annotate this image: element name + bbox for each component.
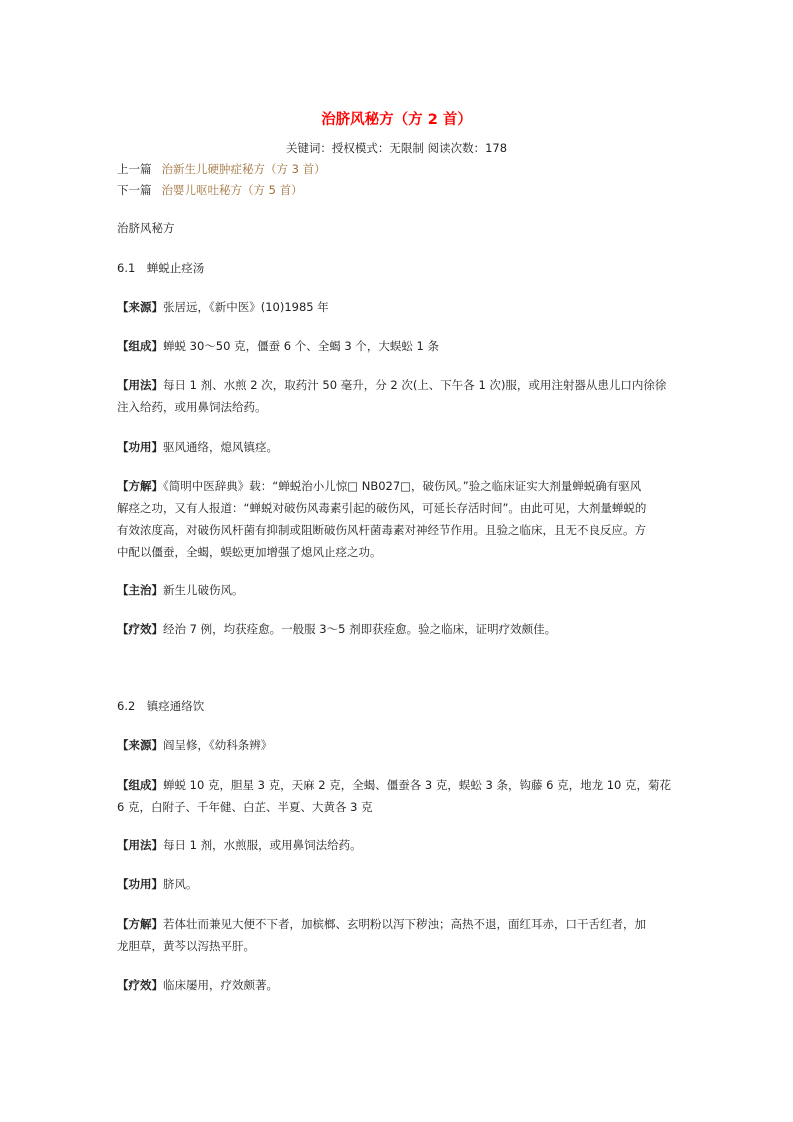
line-text: 每日 1 剂，水煎服，或用鼻饲法给药。 [163, 838, 362, 852]
line-text: 阎呈修，《幼科条辨》 [163, 738, 273, 752]
line-text: 驱风通络，熄风镇痉。 [163, 440, 278, 454]
section-label: 【来源】 [117, 738, 163, 752]
line-text: 治脐风秘方 [117, 221, 175, 235]
prev-label: 上一篇 [117, 162, 152, 176]
article-meta: 关键词：授权模式：无限制 阅读次数：178 [285, 141, 508, 155]
paragraph [117, 618, 677, 640]
paragraph-line [117, 541, 677, 563]
line-text: 中配以僵蚕，全蝎，蜈蚣更加增强了熄风止痉之功。 [117, 545, 382, 559]
paragraph-line [117, 296, 677, 318]
line-text: 张居远，《新中医》(10)1985 年 [163, 300, 329, 314]
paragraph [117, 475, 677, 563]
paragraph-line [117, 695, 677, 717]
line-text: 6.2 镇痉通络饮 [117, 699, 205, 713]
line-text: 《简明中医辞典》载：“蝉蜕治小儿惊□ NB027□，破伤风。”验之临床证实大剂量蝉蜕确有驱风 [163, 479, 642, 493]
line-text: 解痉之功，又有人报道：“蝉蜕对破伤风毒素引起的破伤风，可延长存活时间”。由此可见，大剂量蝉蜕的 [117, 501, 647, 515]
paragraph [117, 436, 677, 458]
section-label: 【用法】 [117, 378, 163, 392]
section-label: 【用法】 [117, 838, 163, 852]
line-text: 新生儿破伤风。 [163, 583, 244, 597]
paragraph-line [117, 873, 677, 895]
line-text: 若体壮而兼见大便不下者，加槟榔、玄明粉以泻下秽浊；高热不退，面红耳赤，口干舌红者，加 [163, 917, 646, 931]
paragraph-line [117, 734, 677, 756]
section-label: 【组成】 [117, 339, 163, 353]
paragraph-line [117, 519, 677, 541]
prev-article [117, 161, 326, 177]
paragraph [117, 974, 677, 996]
paragraph-line [117, 974, 677, 996]
paragraph [117, 913, 677, 957]
paragraph [117, 579, 677, 601]
page-title: 治脐风秘方（方 2 首） [321, 112, 472, 128]
paragraph [117, 374, 677, 418]
paragraph-line [117, 796, 677, 818]
section-label: 【方解】 [117, 917, 163, 931]
section-label: 【疗效】 [117, 622, 163, 636]
line-text: 注入给药，或用鼻饲法给药。 [117, 400, 267, 414]
section-label: 【疗效】 [117, 978, 163, 992]
line-text: 每日 1 剂、水煎 2 次，取药汁 50 毫升，分 2 次(上、下午各 1 次)服，或用注射器从患儿口内徐徐 [163, 378, 667, 392]
paragraph-line [117, 257, 677, 279]
paragraph-line [117, 374, 677, 396]
line-text: 龙胆草，黄芩以泻热平肝。 [117, 939, 255, 953]
prev-article-link[interactable]: 治新生儿硬肿症秘方（方 3 首） [161, 162, 326, 176]
paragraph [117, 834, 677, 856]
section-label: 【主治】 [117, 583, 163, 597]
paragraph-line [117, 913, 677, 935]
line-text: 6 克，白附子、千年健、白芷、半夏、大黄各 3 克 [117, 800, 373, 814]
paragraph [117, 257, 677, 279]
paragraph [117, 335, 677, 357]
line-text: 6.1 蝉蜕止痉汤 [117, 261, 205, 275]
line-text: 蝉蜕 10 克，胆星 3 克，天麻 2 克，全蝎、僵蚕各 3 克，蜈蚣 3 条，钩藤 6 克，地龙 10 克，菊花 [163, 778, 672, 792]
next-article-link[interactable]: 治婴儿呕吐秘方（方 5 首） [161, 183, 303, 197]
paragraph-line [117, 935, 677, 957]
section-label: 【组成】 [117, 778, 163, 792]
paragraph [117, 774, 677, 818]
line-text: 经治 7 例，均获痊愈。一般服 3～5 剂即获痊愈。验之临床，证明疗效颇佳。 [163, 622, 557, 636]
paragraph-line [117, 475, 677, 497]
paragraph [117, 734, 677, 756]
line-text: 脐风。 [163, 877, 198, 891]
paragraph-line [117, 217, 677, 239]
paragraph [117, 695, 677, 717]
paragraph-line [117, 497, 677, 519]
paragraph [117, 217, 677, 239]
next-article [117, 182, 303, 198]
paragraph-line [117, 396, 677, 418]
line-text: 有效浓度高，对破伤风杆菌有抑制或阻断破伤风杆菌毒素对神经节作用。且验之临床，且无不良反应。方 [117, 523, 646, 537]
section-label: 【功用】 [117, 440, 163, 454]
paragraph-line [117, 774, 677, 796]
line-text: 蝉蜕 30～50 克，僵蚕 6 个、全蝎 3 个，大蜈蚣 1 条 [163, 339, 439, 353]
next-label: 下一篇 [117, 183, 152, 197]
section-label: 【功用】 [117, 877, 163, 891]
section-label: 【来源】 [117, 300, 163, 314]
paragraph-line [117, 618, 677, 640]
paragraph-line [117, 436, 677, 458]
paragraph-line [117, 335, 677, 357]
paragraph-line [117, 579, 677, 601]
line-text: 临床屡用，疗效颇著。 [163, 978, 278, 992]
paragraph [117, 873, 677, 895]
paragraph-line [117, 834, 677, 856]
paragraph [117, 296, 677, 318]
section-label: 【方解】 [117, 479, 163, 493]
